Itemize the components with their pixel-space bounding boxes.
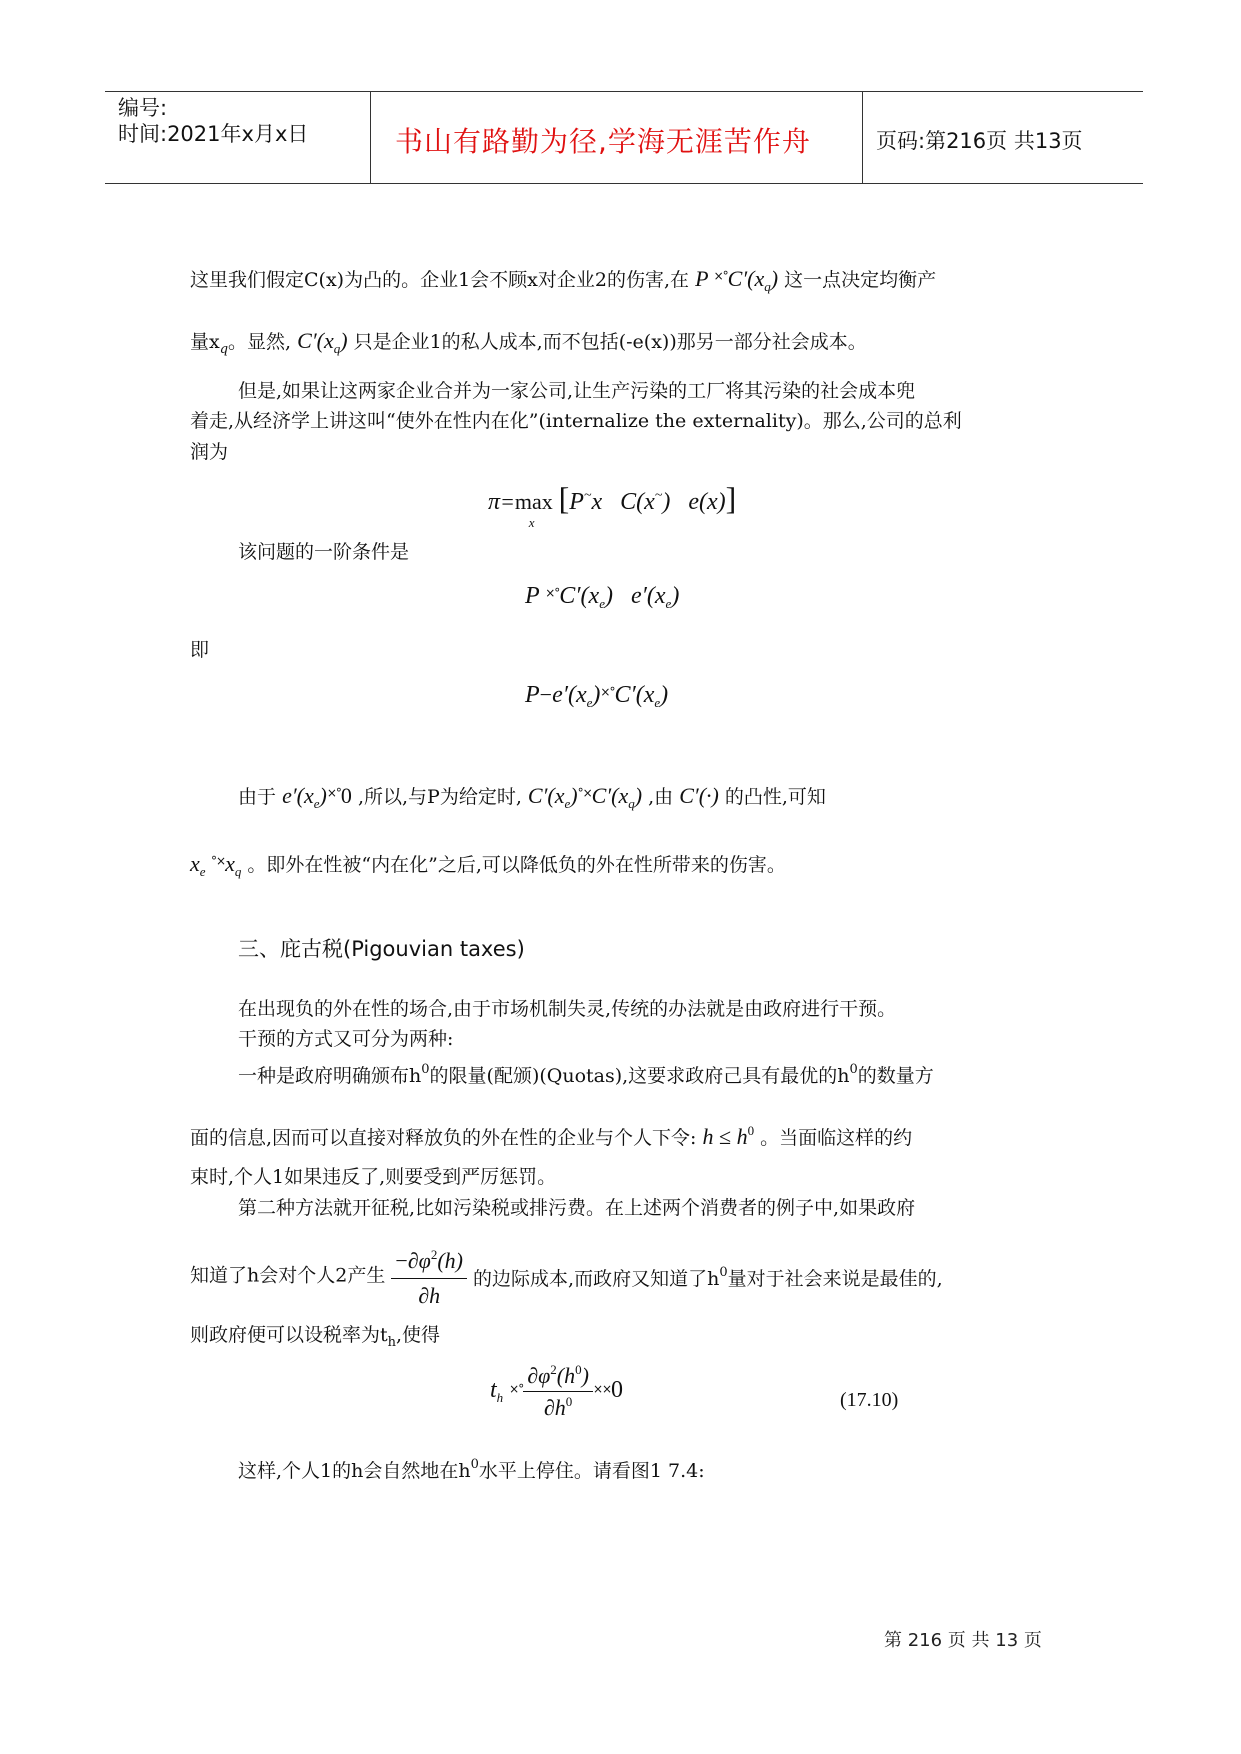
header-top-rule <box>105 91 1143 92</box>
header-time-label: 时间:2021年x月x日 <box>118 122 309 146</box>
page-footer: 第 216 页 共 13 页 <box>884 1630 1042 1651</box>
equation-p-minus-eprime: $P-e'(x_e)^{\times^\circ}C'(x_e)$ <box>525 682 669 710</box>
superscript-0-b: 0 <box>849 1062 858 1077</box>
paragraph-8-line-4 <box>190 1116 912 1153</box>
paragraph-9-line-2 <box>190 1240 943 1310</box>
paragraph-8-line-5: 束时,个人1如果违反了,则要受到严厉惩罚。 <box>190 1166 557 1188</box>
p8-l4-text-a: 面的信息,因而可以直接对释放负的外在性的企业与个人下令: <box>190 1127 697 1149</box>
fraction-marginal-cost: $\frac{-\partial\varphi^2(h)}{\partial h}$ <box>391 1240 467 1311</box>
p10-text-b: 水平上停住。请看图1 7.4: <box>478 1460 705 1482</box>
formula-cprime-xq: $C'(x_q)$ <box>297 328 348 356</box>
paragraph-1-line-1 <box>190 261 936 302</box>
paragraph-9-line-3 <box>190 1320 440 1358</box>
paragraph-3-line-2: 着走,从经济学上讲这叫“使外在性内在化”(internalize the externality)。那么,公司的总利 <box>190 410 962 432</box>
p6-text-a: 由于 <box>238 786 277 808</box>
paragraph-6 <box>238 778 826 819</box>
formula-h-le-h0: $h \le h^0$ <box>702 1123 755 1149</box>
paragraph-1-line-2 <box>190 326 867 365</box>
paragraph-4: 该问题的一阶条件是 <box>238 541 410 563</box>
p6-text-d: 的凸性,可知 <box>724 786 826 808</box>
formula-p-eq-cprime-xq: P $^{\times^\circ}C'(x_q)$ <box>695 266 779 294</box>
p8-l3-text-b: 的限量(配颁)(Quotas),这要求政府己具有最优的h <box>429 1065 850 1087</box>
p2-text-a: 量x <box>190 331 220 353</box>
p1-text-b: 这一点决定均衡产 <box>784 269 937 291</box>
p8-l4-text-b: 。当面临这样的约 <box>760 1127 913 1149</box>
equation-first-order-condition: P $^{\times^\circ}C'(x_e)$ $e'(x_e)$ <box>525 583 680 611</box>
formula-cprime-xe-vs-xq: $C'(x_e)^{^\circ\times}C'(x_q)$ <box>527 783 643 811</box>
p2-text-c: 只是企业1的私人成本,而不包括(-e(x))那另一部分社会成本。 <box>353 331 867 353</box>
equation-profit: $\pi=\max_x[P^\sim x$ C(x~) e(x)] <box>488 480 737 530</box>
p10-text-a: 这样,个人1的h会自然地在h <box>238 1460 471 1482</box>
subscript-q: q <box>219 342 229 357</box>
p8-l3-text-c: 的数量方 <box>857 1065 934 1087</box>
paragraph-5: 即 <box>190 639 210 661</box>
header-page-info: 页码:第216页 共13页 <box>876 129 1083 153</box>
formula-xe-vs-xq: $x_e$ $^{^\circ\times}x_q$ <box>190 851 242 879</box>
p7-text: 。即外在性被“内在化”之后,可以降低负的外在性所带来的伤害。 <box>247 854 786 876</box>
header-divider-right <box>862 92 863 184</box>
p9-l3-text-a: 则政府便可以设税率为t <box>190 1324 388 1346</box>
header-bottom-rule <box>105 183 1143 184</box>
p9-l3-text-b: ,使得 <box>396 1324 441 1346</box>
paragraph-10 <box>238 1450 705 1486</box>
header-number-label: 编号: <box>118 96 168 120</box>
formula-cprime-dot: C′(·) <box>679 783 719 808</box>
fraction-tax-rate: $\frac{\partial\varphi^2(h^0)}{\partial h^0}$ <box>523 1362 593 1421</box>
equation-number: (17.10) <box>840 1389 899 1411</box>
paragraph-9-line-1: 第二种方法就开征税,比如污染税或排污费。在上述两个消费者的例子中,如果政府 <box>238 1197 916 1219</box>
paragraph-8-line-1: 在出现负的外在性的场合,由于市场机制失灵,传统的办法就是由政府进行干预。 <box>238 998 897 1020</box>
section-title-pigouvian-taxes: 三、庇古税(Pigouvian taxes) <box>238 937 525 961</box>
formula-eprime-xe-gt-0: $e'(x_e)^{\times^\circ}0$ <box>282 783 352 811</box>
paragraph-3-line-3: 润为 <box>190 441 229 463</box>
p2-text-b: 。显然, <box>228 331 292 353</box>
header-motto: 书山有路勤为径,学海无涯苦作舟 <box>395 125 811 158</box>
p1-text-a: 这里我们假定C(x)为凸的。企业1会不顾x对企业2的伤害,在 <box>190 269 690 291</box>
superscript-0-a: 0 <box>421 1062 430 1077</box>
paragraph-8-line-3 <box>238 1055 934 1091</box>
paragraph-8-line-2: 干预的方式又可分为两种: <box>238 1028 454 1050</box>
subscript-h: h <box>387 1335 397 1350</box>
equation-tax-rate: $t_h$ ×° $\frac{\partial\varphi^2(h^0)}{\partial h^0}$ ××0 <box>490 1362 624 1420</box>
paragraph-7 <box>190 846 786 887</box>
p9-l2-text-a: 知道了h会对个人2产生 <box>190 1264 386 1287</box>
p8-l3-text-a: 一种是政府明确颁布h <box>238 1065 422 1087</box>
p6-text-c: ,由 <box>648 786 674 808</box>
superscript-0-c: 0 <box>470 1457 479 1472</box>
header-divider-left <box>370 92 371 184</box>
paragraph-3-line-1: 但是,如果让这两家企业合并为一家公司,让生产污染的工厂将其污染的社会成本兜 <box>238 380 916 402</box>
p6-text-b: ,所以,与P为给定时, <box>357 786 522 808</box>
p9-l2-text-b: 的边际成本,而政府又知道了$h^0$量对于社会来说是最佳的, <box>473 1264 943 1290</box>
